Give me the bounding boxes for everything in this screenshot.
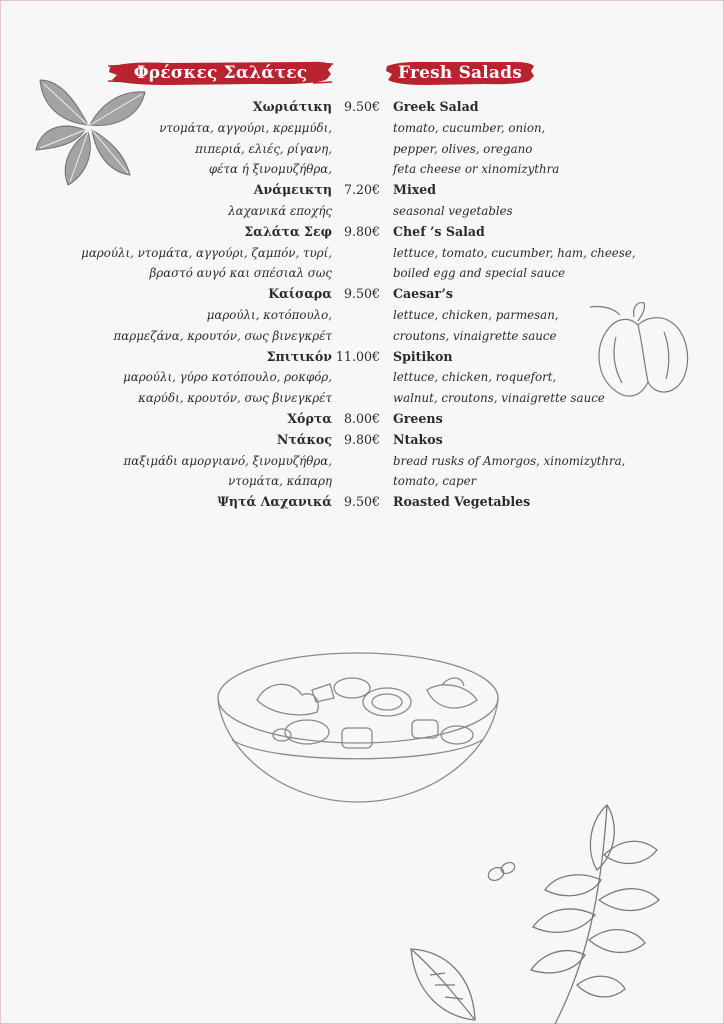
menu-item-row (0, 222, 724, 243)
section-title-greek: Φρέσκες Σαλάτες (133, 63, 308, 83)
menu-item-description-greek: λαχανικά εποχής (228, 203, 332, 218)
menu-item-price: 11.00€ (335, 348, 380, 364)
pepper-icon (586, 297, 691, 407)
menu-item-price: 9.50€ (343, 494, 380, 510)
menu-item-description-english: seasonal vegetables (393, 203, 513, 218)
section-title-english: Fresh Salads (397, 63, 522, 83)
menu-item-price: 9.50€ (343, 99, 380, 114)
menu-item-description-row (0, 243, 724, 264)
menu-item-row (0, 430, 724, 451)
menu-item-name-english: Caesar’s (393, 286, 454, 302)
menu-item-name-greek: Χόρτα (287, 410, 332, 426)
menu-item-name-greek: Ψητά Λαχανικά (217, 494, 332, 510)
menu-item-description-greek: μαρούλι, κοτόπουλο, (206, 307, 332, 322)
menu-item-description-english: feta cheese or xinomizythra (393, 162, 560, 177)
menu-item-description-greek: μαρούλι, γύρο κοτόπουλο, ροκφόρ, (123, 370, 332, 385)
menu-item-description-english: tomato, caper (393, 474, 477, 489)
menu-item-description-english: tomato, cucumber, onion, (393, 120, 546, 135)
section-header-english (385, 58, 535, 88)
menu-item-description-english: lettuce, chicken, roquefort, (393, 370, 557, 385)
menu-item-name-english: Chef ’s Salad (393, 223, 485, 239)
menu-item-name-english: Ntakos (393, 431, 443, 447)
menu-item-price: 8.00€ (343, 410, 380, 426)
menu-item-description-english: walnut, croutons, vinaigrette sauce (393, 391, 605, 406)
menu-item-description-row (0, 451, 724, 472)
menu-item-description-greek: φέτα ή ξινομυζήθρα, (208, 162, 332, 177)
menu-item-description-greek: πιπεριά, ελιές, ρίγανη, (195, 141, 332, 156)
menu-item-name-greek: Σπιτικόν (266, 348, 332, 364)
menu-item-description-greek: ντομάτα, κάπαρη (228, 474, 332, 489)
menu-item-description-english: croutons, vinaigrette sauce (393, 328, 557, 343)
leaf-icon (405, 945, 480, 1024)
basil-icon (30, 70, 155, 190)
menu-item-description-greek: παξιμάδι αμοργιανό, ξινομυζήθρα, (123, 453, 332, 468)
olive-icon (486, 858, 518, 888)
menu-item-name-english: Mixed (393, 182, 437, 198)
menu-item-description-greek: ντομάτα, αγγούρι, κρεμμύδι, (159, 120, 332, 135)
menu-item-description-english: lettuce, tomato, cucumber, ham, cheese, (393, 245, 636, 260)
menu-item-name-english: Greek Salad (393, 99, 479, 114)
menu-item-row (0, 409, 724, 430)
olive-branch-icon (525, 795, 665, 1024)
menu-item-name-english: Roasted Vegetables (393, 494, 531, 510)
menu-item-description-row (0, 471, 724, 492)
menu-item-price: 9.80€ (343, 431, 380, 447)
menu-item-description-greek: μαρούλι, ντομάτα, αγγούρι, ζαμπόν, τυρί, (81, 245, 332, 260)
menu-item-name-english: Greens (393, 410, 443, 426)
menu-item-description-greek: καρύδι, κρουτόν, σως βινεγκρέτ (138, 391, 332, 406)
menu-item-description-greek: παρμεζάνα, κρουτόν, σως βινεγκρέτ (113, 328, 332, 343)
menu-item-name-greek: Χωριάτικη (252, 99, 332, 114)
menu-item-description-english: bread rusks of Amorgos, xinomizythra, (393, 453, 626, 468)
menu-item-description-english: lettuce, chicken, parmesan, (393, 307, 559, 322)
menu-item-description-english: pepper, olives, oregano (393, 141, 533, 156)
menu-item-price: 7.20€ (343, 182, 380, 198)
menu-item-row (0, 492, 724, 513)
menu-item-name-greek: Σαλάτα Σεφ (244, 223, 332, 239)
menu-item-description-row (0, 201, 724, 222)
menu-item-description-greek: βραστό αυγό και σπέσιαλ σως (149, 266, 332, 281)
menu-item-description-english: boiled egg and special sauce (393, 266, 566, 281)
menu-item-price: 9.50€ (343, 286, 380, 302)
menu-item-name-greek: Ντάκος (276, 431, 332, 447)
menu-item-price: 9.80€ (343, 223, 380, 239)
menu-item-name-greek: Ανάμεικτη (253, 182, 332, 198)
salad-bowl-icon (212, 640, 504, 810)
menu-item-name-greek: Καίσαρα (268, 286, 332, 302)
menu-item-name-english: Spitikon (393, 348, 453, 364)
menu-item-description-row (0, 263, 724, 284)
